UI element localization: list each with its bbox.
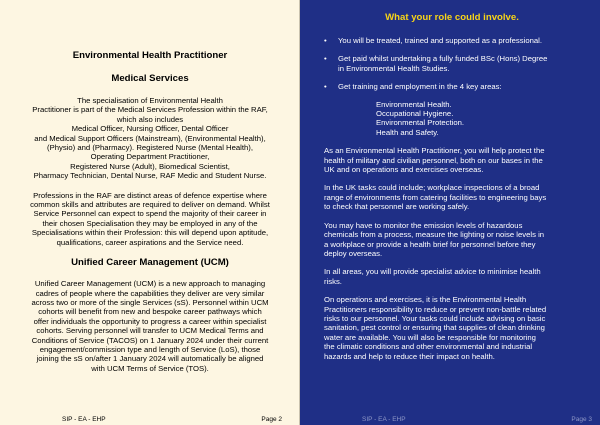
paragraph-line: across two or more of the single Services (sS). Personnel within UCM <box>31 297 269 307</box>
key-area-item: Environmental Protection. <box>376 118 465 128</box>
bullet-item <box>324 54 580 73</box>
page-number: Page 3 <box>571 416 592 423</box>
bullet-icon: • <box>324 36 327 45</box>
bullet-line: You will be treated, trained and supported as a professional. <box>338 36 542 45</box>
key-areas-list <box>376 100 580 138</box>
paragraph-line: Pharmacy Technician, Dental Nurse, RAF Medic and Student Nurse. <box>33 171 267 181</box>
paragraph-line: range of environments from catering facilities to engineering bays <box>324 192 547 202</box>
footer-code: SIP - EA - EHP <box>62 416 106 423</box>
paragraph-line: cohorts. Serving personnel will transfer to UCM Medical Terms and <box>36 326 264 336</box>
paragraph-line: On operations and exercises, it is the Environmental Health <box>324 295 527 305</box>
paragraph-line: You may have to monitor the emission levels of hazardous <box>324 220 523 230</box>
page-3 <box>300 0 600 425</box>
bullet-item <box>324 82 580 91</box>
bullet-icon: • <box>324 54 327 64</box>
paragraph-line: In the UK tasks could include; workplace inspections of a broad <box>324 183 540 193</box>
role-paragraph <box>324 295 580 361</box>
key-area-item: Health and Safety. <box>376 127 439 137</box>
role-paragraph <box>324 221 580 259</box>
paragraph-line: Specialisations within their Profession: this will depend upon aptitude, <box>31 228 269 238</box>
paragraph-line: chemicals from a process, measure the lighting or noise levels in <box>324 230 545 240</box>
paragraph-line: the climatic conditions and other environmental and industrial <box>324 342 533 352</box>
ucm-paragraph <box>13 279 287 373</box>
paragraph-line: engagement/commission type and length of Service (LoS), those <box>39 344 261 354</box>
paragraph-line: hazards and help to reduce their impact on health. <box>324 351 495 361</box>
key-area-item: Occupational Hygiene. <box>376 109 454 119</box>
key-area-item: Environmental Health. <box>376 99 452 109</box>
paragraph-line: Professions in the RAF are distinct areas of defence expertise where <box>33 190 267 200</box>
paragraph-line: Medical Officer, Nursing Officer, Dental Officer <box>71 124 229 134</box>
paragraph-line: Practitioner is part of the Medical Services Profession within the RAF, <box>32 105 268 115</box>
paragraph-line: joining the sS on/after 1 January 2024 will automatically be aligned <box>36 354 264 364</box>
bullet-line: Get paid whilst undertaking a fully funded BSc (Hons) Degree <box>338 54 548 64</box>
role-bullet-list <box>324 36 580 92</box>
intro-paragraph <box>13 96 287 181</box>
paragraph-line: to check that personnel are working safely. <box>324 202 470 212</box>
professions-paragraph <box>13 191 287 247</box>
paragraph-line: Registered Nurse (Adult), Biomedical Scientist, <box>70 161 230 171</box>
paragraph-line: Unified Career Management (UCM) is a new approach to managing <box>34 279 266 289</box>
paragraph-line: risks to our personnel. Your tasks could include advising on basic <box>324 313 546 323</box>
paragraph-line: deploy overseas. <box>324 248 383 258</box>
paragraph-line: Service Personnel can expect to spend the majority of their career in <box>33 209 267 219</box>
paragraph-line: with UCM Terms of Service (TOS). <box>91 363 209 373</box>
paragraph-line: water are available. You will also be responsible for monitoring <box>324 332 536 342</box>
ucm-heading: Unified Career Management (UCM) <box>71 257 229 269</box>
role-description <box>324 146 580 361</box>
footer-code: SIP - EA - EHP <box>362 416 406 423</box>
paragraph-line: cadres of people where the capabilities they deliver are very similar <box>35 288 265 298</box>
profession-subtitle: Medical Services <box>111 73 189 84</box>
paragraph-line: cohorts will benefit from new and bespoke career pathways which <box>38 307 262 317</box>
paragraph-line: which also includes <box>116 114 184 124</box>
paragraph-line: Conditions of Service (TACOS) on 1 January 2024 under their current <box>31 335 269 345</box>
paragraph-line: Practitioners responsibility to reduce or prevent non-battle related <box>324 304 547 314</box>
paragraph-line: As an Environmental Health Practitioner, you will help protect the <box>324 146 545 156</box>
paragraph-line: risks. <box>324 276 342 286</box>
page-title: Environmental Health Practitioner <box>72 50 228 61</box>
role-heading: What your role could involve. <box>385 12 519 23</box>
paragraph-line: In all areas, you will provide specialist advice to minimise health <box>324 267 541 277</box>
paragraph-line: sanitation, pest control or ensuring that supplies of clean drinking <box>324 323 545 333</box>
bullet-line: in Environmental Health Studies. <box>338 63 450 73</box>
bullet-icon: • <box>324 82 327 92</box>
page-number: Page 2 <box>261 416 282 423</box>
bullet-line: Get training and employment in the 4 key areas: <box>338 82 502 92</box>
bullet-item <box>324 36 580 45</box>
paragraph-line: common skills and attributes are required to deliver on demand. Whilst <box>30 200 270 210</box>
paragraph-line: their chosen Specialisation they may be employed in any of the <box>42 218 258 228</box>
paragraph-line: qualifications, career aspirations and the Service need. <box>56 237 244 247</box>
role-paragraph <box>324 267 580 286</box>
paragraph-line: health of military and civilian personnel, both on our bases in the <box>324 155 543 165</box>
paragraph-line: a workplace or provide a health brief for personnel before they <box>324 239 536 249</box>
paragraph-line: Operating Department Practitioner, <box>90 152 210 162</box>
paragraph-line: The specialisation of Environmental Health <box>77 96 223 105</box>
role-paragraph <box>324 146 580 174</box>
paragraph-line: offer individuals the opportunity to progress a career within specialist <box>33 316 267 326</box>
role-paragraph <box>324 183 580 211</box>
paragraph-line: (Physio) and (Pharmacy). Registered Nurse (Mental Health), <box>47 143 253 153</box>
paragraph-line: UK and on operations and exercises overseas. <box>324 165 484 175</box>
paragraph-line: and Medical Support Officers (Mainstream), (Environmental Health), <box>34 133 266 143</box>
